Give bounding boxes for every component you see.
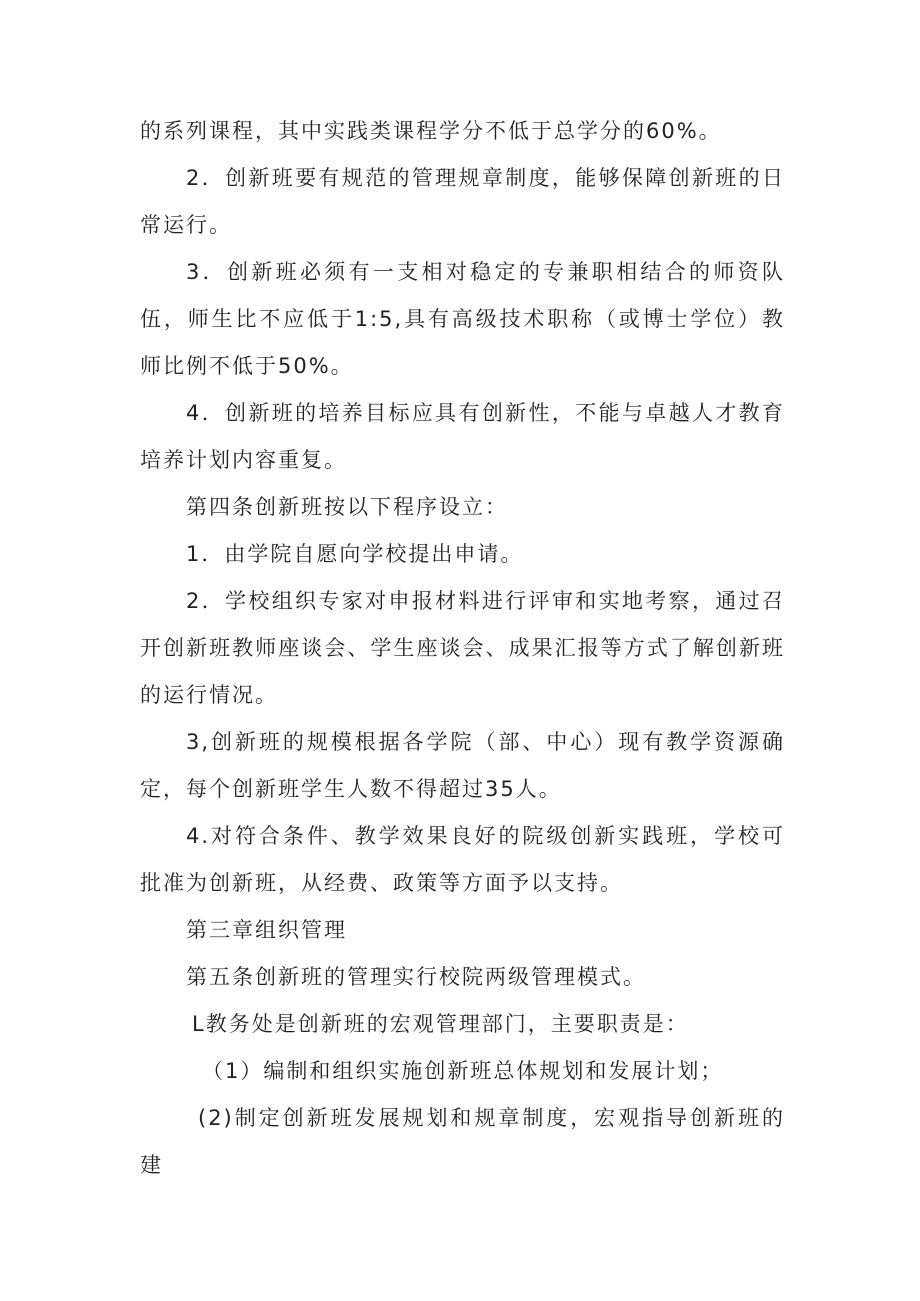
chapter-3-heading: 第三章组织管理 — [186, 918, 347, 942]
paragraph-management-rules: 2．创新班要有规范的管理规章制度，能够保障创新班的日常运行。 — [140, 166, 785, 237]
list-item-2: (2)制定创新班发展规划和规章制度，宏观指导创新班的建 — [140, 1106, 785, 1177]
article-5-heading: 第五条创新班的管理实行校院两级管理模式。 — [186, 965, 646, 989]
list-item-1: （1）编制和组织实施创新班总体规划和发展计划； — [202, 1059, 724, 1083]
paragraph-academic-affairs: L教务处是创新班的宏观管理部门，主要职责是： — [192, 1012, 689, 1036]
document-body — [140, 108, 785, 1189]
paragraph-college-level-class: 4.对符合条件、教学效果良好的院级创新实践班，学校可批准为创新班，从经费、政策等方面予以支持。 — [140, 824, 785, 895]
paragraph-training-goals: 4．创新班的培养目标应具有创新性，不能与卓越人才教育培养计划内容重复。 — [140, 401, 785, 472]
article-4-heading: 第四条创新班按以下程序设立： — [186, 495, 508, 519]
paragraph-class-size: 3,创新班的规模根据各学院（部、中心）现有教学资源确定，每个创新班学生人数不得超过35人。 — [140, 730, 785, 801]
paragraph-application: 1．由学院自愿向学校提出申请。 — [186, 542, 524, 566]
paragraph-course-credits: 的系列课程，其中实践类课程学分不低于总学分的60%。 — [140, 119, 722, 143]
paragraph-expert-review: 2．学校组织专家对申报材料进行评审和实地考察，通过召开创新班教师座谈会、学生座谈会、成果汇报等方式了解创新班的运行情况。 — [140, 589, 785, 707]
paragraph-faculty-team: 3．创新班必须有一支相对稳定的专兼职相结合的师资队伍，师生比不应低于1:5,具有高级技术职称（或博士学位）教师比例不低于50%。 — [140, 260, 785, 378]
